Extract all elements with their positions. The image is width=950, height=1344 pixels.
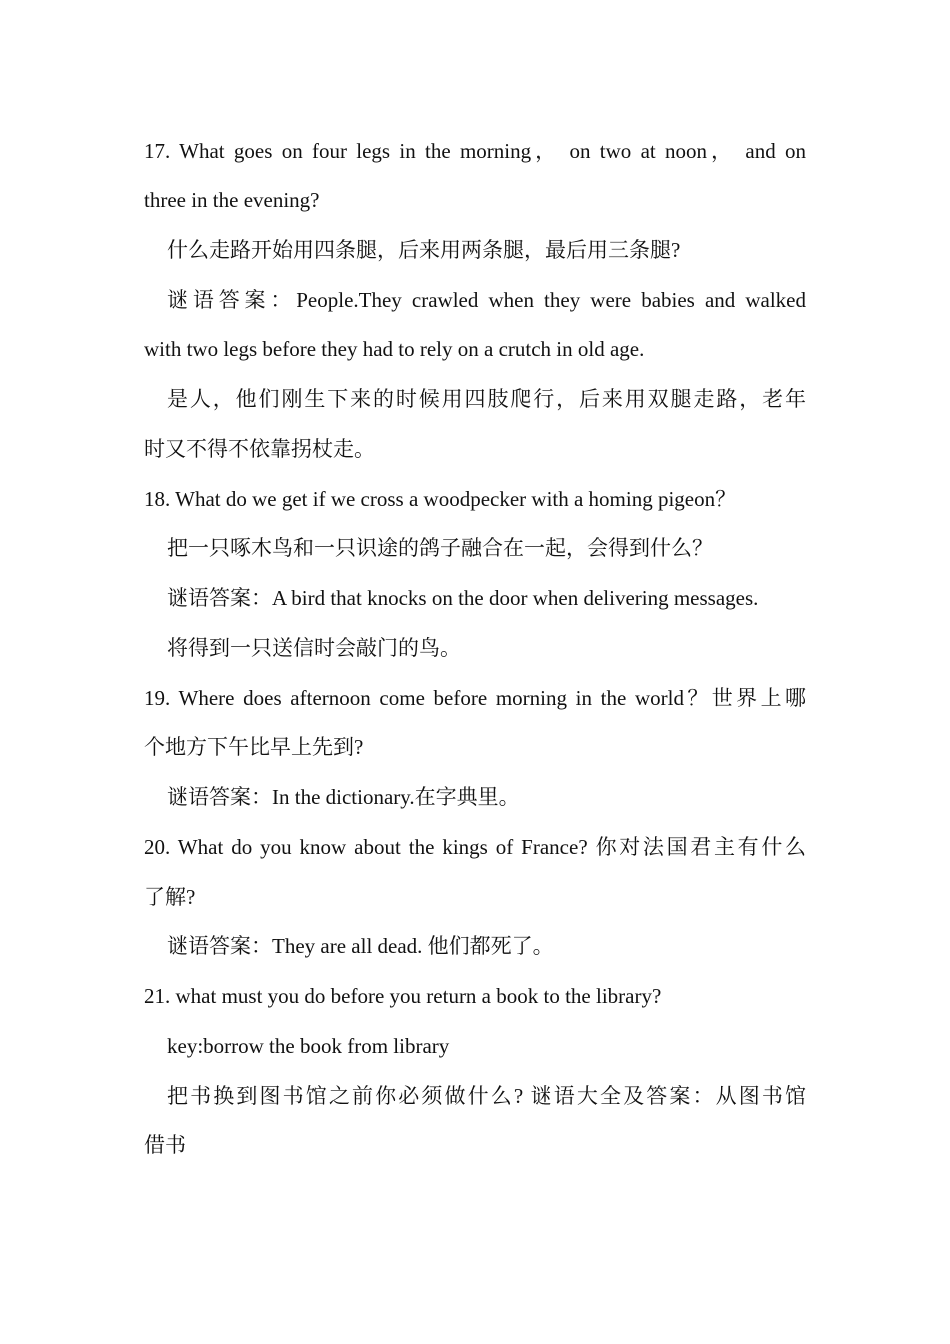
riddle-19-question-line-2: 个地方下午比早上先到?: [144, 735, 364, 759]
riddle-19-question-line-1: 19. Where does afternoon come before morning in the world？世界上哪: [144, 686, 806, 710]
riddle-17-answer-chinese-line-1: 是人，他们刚生下来的时候用四肢爬行，后来用双腿走路，老年: [167, 387, 806, 411]
riddle-20-question-line-2: 了解?: [144, 885, 196, 909]
riddle-18-answer: 谜语答案：A bird that knocks on the door when delivering messages.: [167, 586, 759, 610]
riddle-18-question-chinese: 把一只啄木鸟和一只识途的鸽子融合在一起，会得到什么？: [167, 536, 713, 560]
riddle-17-answer-chinese-line-2: 时又不得不依靠拐杖走。: [144, 437, 375, 461]
riddle-19-answer: 谜语答案：In the dictionary.在字典里。: [167, 785, 520, 809]
riddle-17-question-line-1: 17. What goes on four legs in the morning， on two at noon， and on: [144, 139, 806, 163]
riddle-21-chinese-line-2: 借书: [144, 1133, 186, 1157]
riddle-18-answer-chinese: 将得到一只送信时会敲门的鸟。: [167, 636, 461, 660]
riddle-21-key: key:borrow the book from library: [167, 1034, 450, 1058]
riddle-17-answer-line-1: 谜语答案：People.They crawled when they were babies and walked: [167, 288, 806, 312]
riddle-18-question: 18. What do we get if we cross a woodpecker with a homing pigeon？: [144, 487, 737, 511]
riddle-21-question: 21. what must you do before you return a book to the library?: [144, 984, 662, 1008]
riddle-21-chinese-line-1: 把书换到图书馆之前你必须做什么? 谜语大全及答案：从图书馆: [167, 1084, 806, 1108]
riddle-20-question-line-1: 20. What do you know about the kings of France? 你对法国君主有什么: [144, 835, 806, 859]
riddle-20-answer: 谜语答案：They are all dead. 他们都死了。: [167, 934, 554, 958]
riddle-17-answer-line-2: with two legs before they had to rely on a crutch in old age.: [144, 337, 645, 361]
riddle-17-question-line-2: three in the evening?: [144, 188, 320, 212]
riddle-17-question-chinese: 什么走路开始用四条腿，后来用两条腿，最后用三条腿?: [167, 238, 681, 262]
